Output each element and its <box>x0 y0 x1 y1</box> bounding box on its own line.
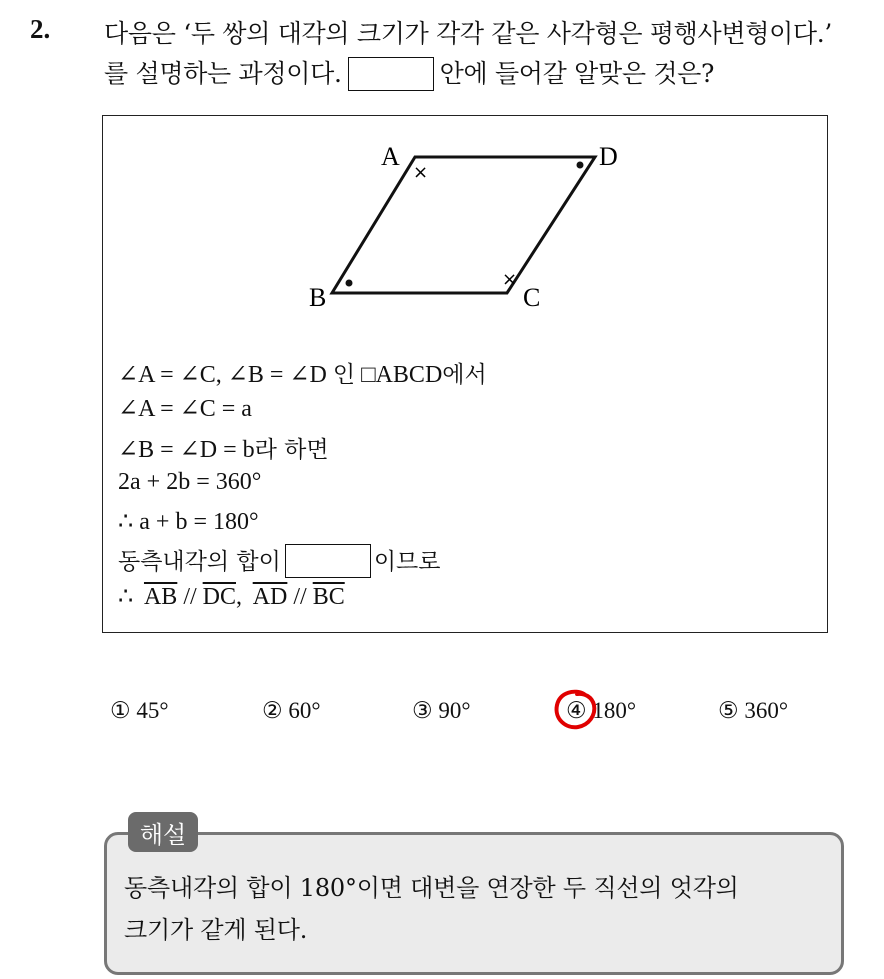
proof-line-6: 동측내각의 합이 이므로 <box>118 543 441 580</box>
parallelogram-shape <box>332 157 595 293</box>
vertex-label-a: A <box>381 142 400 171</box>
explanation-text-line2: 크기가 같게 된다. <box>124 916 308 944</box>
explanation-tag: 해설 <box>128 812 198 852</box>
angle-mark-d-dot <box>577 162 584 169</box>
proof-line-7: ∴ $\overline{AB} // \overline{DC}$, $\overline{AD} // \overline{BC}$ <box>118 584 345 610</box>
answer-choices <box>0 698 884 738</box>
choice-2[interactable]: ② 60° <box>262 698 321 723</box>
proof-line-5: ∴ a + b = 180° <box>118 509 259 535</box>
vertex-label-d: D <box>599 142 618 171</box>
question-text-after-blank: 안에 들어갈 알맞은 것은? <box>439 59 715 88</box>
selected-answer-circle-mark <box>553 688 599 732</box>
choice-1[interactable]: ① 45° <box>110 698 169 723</box>
angle-mark-c-cross: × <box>502 269 518 290</box>
proof-line-2: ∠A = ∠C = a <box>118 396 252 422</box>
choice-4[interactable]: ④ 180° <box>566 698 637 723</box>
explanation-box <box>104 832 844 975</box>
explanation-text-line1: 동측내각의 합이 180°이면 대변을 연장한 두 직선의 엇각의 <box>124 874 739 902</box>
question-blank-box <box>348 57 434 91</box>
choice-3[interactable]: ③ 90° <box>412 698 471 723</box>
proof-box <box>102 115 828 633</box>
parallelogram-figure <box>103 116 829 346</box>
question-text-line1: 다음은 ‘두 쌍의 대각의 크기가 각각 같은 사각형은 평행사변형이다.’ <box>104 19 833 48</box>
vertex-label-b: B <box>309 283 327 312</box>
question-text-line2 <box>104 54 714 93</box>
question-number: 2. <box>30 14 51 44</box>
vertex-label-c: C <box>523 283 541 312</box>
angle-mark-b-dot <box>346 280 353 287</box>
proof-line-4: 2a + 2b = 360° <box>118 469 262 495</box>
proof-line-1: ∠A = ∠C, ∠B = ∠D 인 □ABCD에서 <box>118 362 487 388</box>
proof-line-3: ∠B = ∠D = b라 하면 <box>118 437 329 463</box>
question-text-before-blank: 를 설명하는 과정이다. <box>104 59 342 88</box>
angle-mark-a-cross: × <box>413 162 429 183</box>
proof-blank-box <box>285 544 371 578</box>
choice-5[interactable]: ⑤ 360° <box>718 698 789 723</box>
